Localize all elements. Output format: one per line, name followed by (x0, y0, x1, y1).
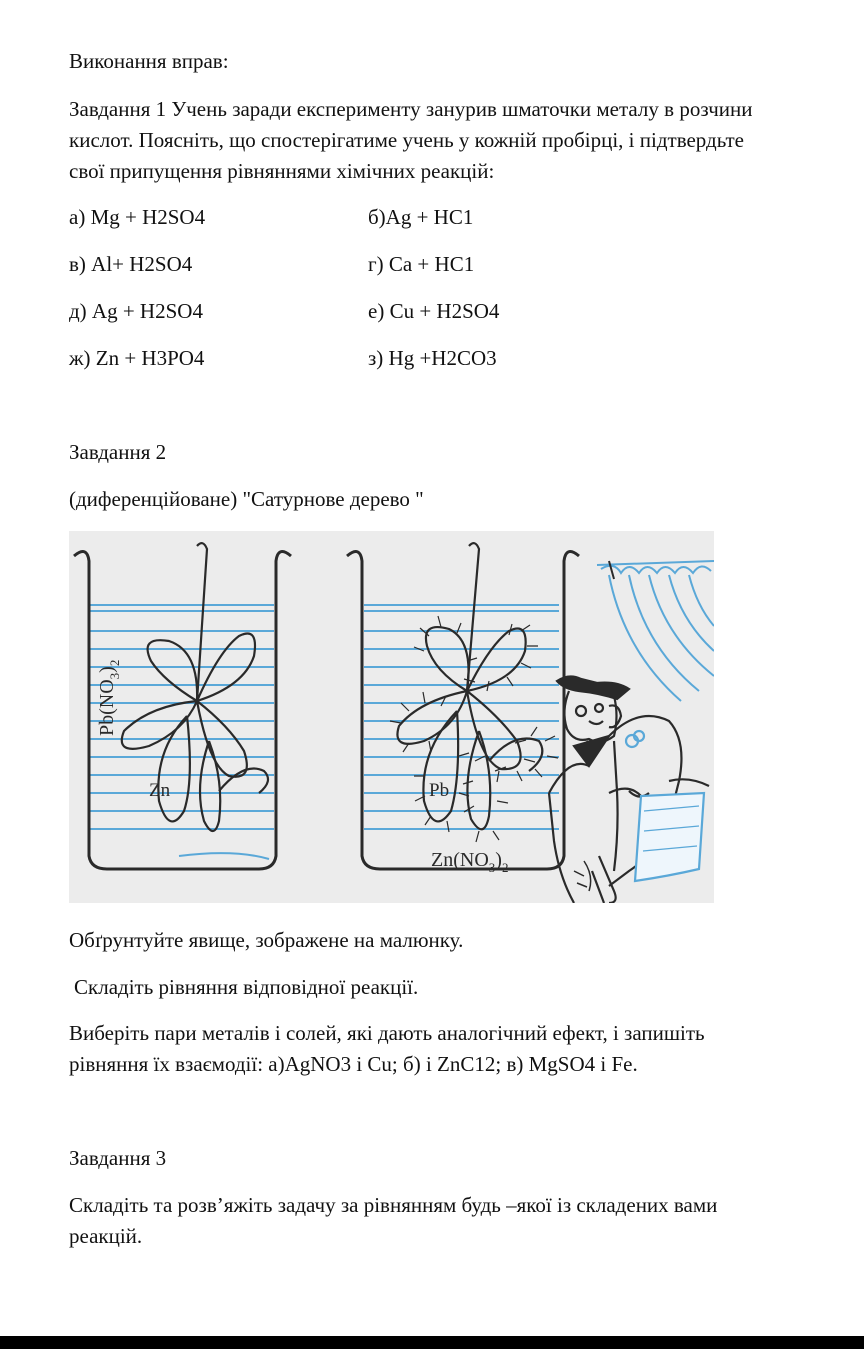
scientist-cartoon (549, 676, 709, 903)
right-salt-label: $Zn(NO_3)_2$ (431, 849, 509, 875)
reaction-b: б)Ag + HC1 (368, 205, 474, 229)
right-metal-label: Pb (429, 780, 450, 801)
task2-title: Завдання 2 (69, 440, 167, 464)
left-metal-label: Zn (149, 780, 171, 801)
section-heading: Виконання вправ: (69, 49, 229, 73)
task1-text-line3: свої припущення рівняннями хімічних реакцій: (69, 159, 495, 183)
window-curtain (597, 561, 714, 701)
left-salt-label (96, 660, 122, 736)
reaction-d: д) Ag + H2SO4 (69, 299, 203, 323)
task3-title: Завдання 3 (69, 1146, 167, 1170)
reaction-v: в) Al+ H2SO4 (69, 252, 193, 276)
task3-text-line2: реакцій. (69, 1224, 143, 1248)
reaction-a: а) Mg + H2SO4 (69, 205, 206, 229)
lead-crystal-tree (397, 543, 542, 829)
right-beaker (347, 543, 579, 875)
task2-question1: Обґрунтуйте явище, зображене на малюнку. (69, 928, 464, 952)
task2-question2: Складіть рівняння відповідної реакції. (74, 975, 419, 999)
zinc-wire (122, 543, 268, 831)
task2-subtitle: (диференційоване) "Сатурнове дерево " (69, 487, 424, 511)
reaction-g: г) Ca + HC1 (368, 252, 475, 276)
saturn-tree-illustration (69, 531, 714, 903)
task3-text-line1: Складіть та розв’яжіть задачу за рівнянням будь –якої із складених вами (69, 1193, 718, 1217)
left-beaker (74, 543, 291, 869)
bottom-black-bar (0, 1336, 864, 1349)
reaction-z: з) Hg +H2CO3 (368, 346, 497, 370)
reaction-e: е) Cu + H2SO4 (368, 299, 500, 323)
svg-text:Pb(NO3)2: $Pb(NO_3)_2$ (96, 659, 122, 736)
task2-question3-line1: Виберіть пари металів і солей, які дають аналогічний ефект, і запишіть (69, 1021, 705, 1045)
task1-text-line2: кислот. Поясніть, що спостерігатиме учень у кожній пробірці, і підтвердьте (69, 128, 744, 152)
task2-question3-line2: рівняння їх взаємодії: а)AgNO3 і Cu; б) і ZnC12; в) MgSO4 і Fe. (69, 1052, 638, 1076)
reaction-zh: ж) Zn + H3PO4 (69, 346, 205, 370)
task1-text-line1: Завдання 1 Учень заради експерименту занурив шматочки металу в розчини (69, 97, 753, 121)
